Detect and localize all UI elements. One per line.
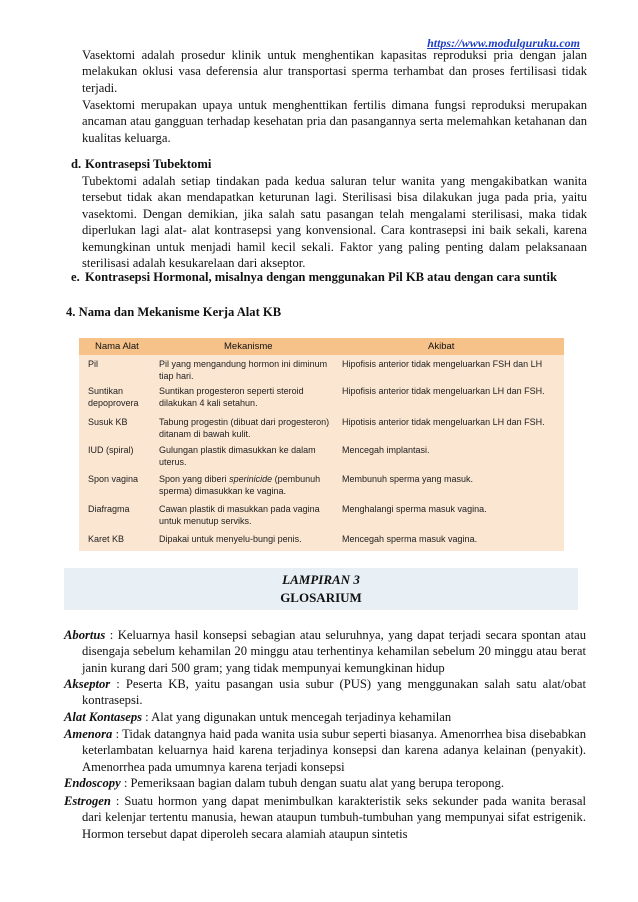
vasektomi-paragraph-1: Vasektomi adalah prosedur klinik untuk menghentikan kapasitas reproduksi pria dengan jalan melakukan oklusi vasa deferensia alur transportasi sperma terhambat dan proses fertilisasi tidak terjadi. <box>82 48 587 95</box>
header-mekanisme: Mekanisme <box>224 341 273 352</box>
glossary-entry-endoscopy <box>64 775 586 791</box>
glossary-entry-alat-kontrasepsi <box>64 709 586 725</box>
glossary-entry-amenora <box>64 726 586 775</box>
item-d-title: Kontrasepsi Tubektomi <box>85 157 212 171</box>
cell-alat: Diafragma <box>88 504 130 514</box>
glossary-entry-abortus <box>64 627 586 676</box>
glossary-term: Endoscopy <box>64 776 121 790</box>
cell-akibat: Membunuh sperma yang masuk. <box>342 474 474 484</box>
glossary-term: Estrogen <box>64 794 111 808</box>
cell-mekanisme: Cawan plastik di masukkan pada vagina untuk menutup serviks. <box>159 504 320 527</box>
cell-mekanisme <box>159 473 335 498</box>
mekanisme-text-pre: Spon yang diberi <box>159 474 230 484</box>
kb-mechanism-table <box>79 338 564 551</box>
vasektomi-paragraph-2: Vasektomi merupakan upaya untuk menghenttikan fertilis dimana fungsi reproduksi merupakan ancaman atau gangguan terhadap kesehatan pria dan pasangannya serta melemahkan ketahanan dan kualitas keluarga. <box>82 98 587 145</box>
cell-akibat: Mencegah implantasi. <box>342 445 430 455</box>
item-e-heading <box>71 269 557 285</box>
cell-alat: Suntikan depoprovera <box>88 386 139 409</box>
glossary-term: Abortus <box>64 628 106 642</box>
tubektomi-paragraph: Tubektomi adalah setiap tindakan pada kedua saluran telur wanita yang mengakibatkan wanita tersebut tidak akan mendapatkan keturunan lagi. Sterilisasi bisa dilakukan juga pada pria, yaitu vasektomi. Dengan demikian, jika salah satu pasangan telah mengalami sterilisasi, maka tidak diperlukan lagi alat- alat kontrasepsi yang konvensional. Cara kontrasepsi ini baik sekali, karena kemungkinan untuk menjadi hamil kecil sekali. Faktor yang paling penting dalam pelaksanaan sterilisasi adalah kesukarelaan dari akseptor. <box>82 174 587 271</box>
header-nama-alat: Nama Alat <box>95 341 139 352</box>
cell-mekanisme: Pil yang mengandung hormon ini diminum tiap hari. <box>159 359 328 382</box>
item-e-marker: e. <box>71 270 80 284</box>
lampiran-title: LAMPIRAN 3 <box>282 572 360 587</box>
item-d-marker: d. <box>71 157 82 171</box>
cell-akibat: Menghalangi sperma masuk vagina. <box>342 504 487 514</box>
glossary-definition: : Pemeriksaan bagian dalam tubuh dengan suatu alat yang berupa teropong. <box>120 776 504 790</box>
website-url-link[interactable]: https://www.modulguruku.com <box>427 36 580 50</box>
cell-akibat: Hipofisis anterior tidak mengeluarkan LH dan FSH. <box>342 386 545 396</box>
glossary-entry-akseptor <box>64 676 586 709</box>
glosarium-title: GLOSARIUM <box>280 590 362 605</box>
item-d-heading <box>71 156 211 172</box>
cell-alat: Pil <box>88 359 99 369</box>
header-akibat: Akibat <box>428 341 455 352</box>
cell-akibat: Hipofisis anterior tidak mengeluarkan FSH dan LH <box>342 359 543 369</box>
glossary-entry-estrogen <box>64 793 586 842</box>
cell-mekanisme: Suntikan progesteron seperti steroid dilakukan 4 kali setahun. <box>159 386 304 409</box>
glossary-definition: : Keluarnya hasil konsepsi sebagian atau seluruhnya, yang dapat terjadi secara spontan atau disengaja sebelum kehamilan 20 minggu atau terhentinya kehamilan sebelum 20 minggu atau berat janin kurang dari 500 gram; yang tidak mempunyai kemungkinan hidup <box>82 628 586 675</box>
glossary-definition: : Alat yang digunakan untuk mencegah terjadinya kehamilan <box>142 710 452 724</box>
glossary-definition: : Peserta KB, yaitu pasangan usia subur (PUS) yang menggunakan salah satu alat/obat kontrasepsi. <box>82 677 586 708</box>
cell-mekanisme: Tabung progestin (dibuat dari progesteron) ditanam di bawah kulit. <box>159 417 330 440</box>
cell-alat: Karet KB <box>88 534 125 544</box>
glossary-definition: : Tidak datangnya haid pada wanita usia subur seperti biasanya. Amenorrhea bisa disebabkan keterlambatan keluarnya haid karena terjadinya konsepsi dan karena adanya kelainan (penyakit). Amenorrhea pada umumnya karena terjadi konsepsi <box>82 727 586 774</box>
item-e-title: Kontrasepsi Hormonal, misalnya dengan menggunakan Pil KB atau dengan cara suntik <box>85 270 557 284</box>
mekanisme-text-post: (pembunuh sperma) dimasukkan ke vagina. <box>159 474 321 497</box>
cell-mekanisme: Dipakai untuk menyelu-bungi penis. <box>159 534 302 544</box>
section-4-heading: 4. Nama dan Mekanisme Kerja Alat KB <box>66 305 282 319</box>
cell-alat: Susuk KB <box>88 417 128 427</box>
table-header-row <box>79 338 564 355</box>
cell-alat: Spon vagina <box>88 474 139 484</box>
glossary-term: Alat Kontaseps <box>64 710 143 724</box>
glossary-definition: : Suatu hormon yang dapat menimbulkan karakteristik seks sekunder pada wanita berasal dari kelenjar tertentu manusia, hewan ataupun tumbuh-tumbuhan yang mempunyai sifat estrigenik. Hormon tersebut dapat diperoleh secara alamiah ataupun sintetis <box>82 794 586 841</box>
cell-akibat: Hipotisis anterior tidak mengeluarkan LH dan FSH. <box>342 417 545 427</box>
glossary-term: Akseptor <box>64 677 111 691</box>
glossary-term: Amenora <box>64 727 113 741</box>
lampiran-banner <box>64 568 578 610</box>
cell-alat: IUD (spiral) <box>88 445 134 455</box>
cell-akibat: Mencegah sperma masuk vagina. <box>342 534 478 544</box>
cell-mekanisme: Gulungan plastik dimasukkan ke dalam uterus. <box>159 445 316 468</box>
mekanisme-text-em: sperinicide <box>229 474 273 484</box>
